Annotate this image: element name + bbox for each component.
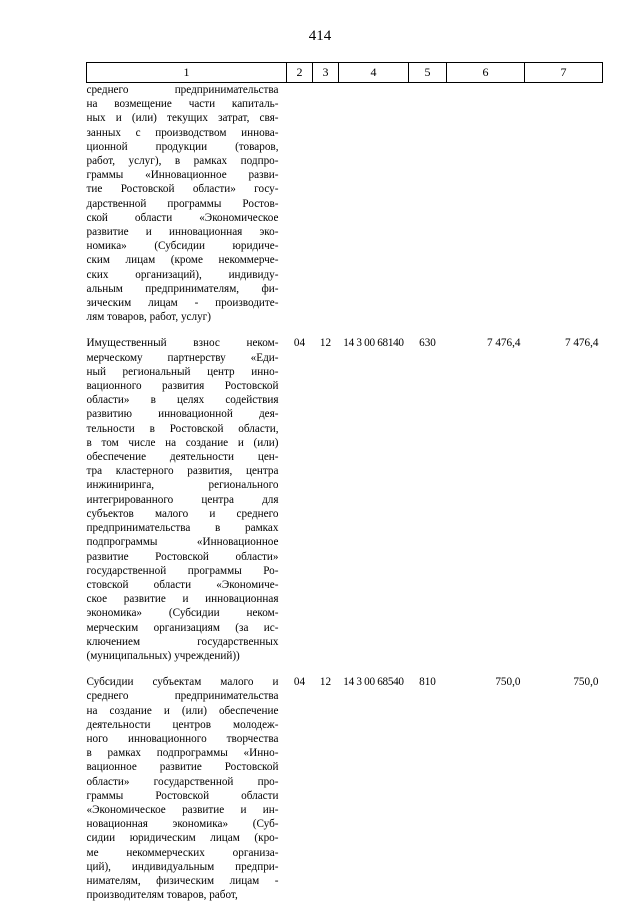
description-line: развитие Ростовской области» xyxy=(86,550,279,563)
amount-cell: 7 476,4 xyxy=(486,337,521,350)
description-line: граммы Ростовской области xyxy=(86,789,279,802)
section-code: 04 xyxy=(293,676,306,689)
column-header: 1 xyxy=(87,63,287,83)
description-line: новационная экономика» (Суб- xyxy=(86,818,279,831)
description-line: ским лицам (кроме некоммерче- xyxy=(86,254,279,267)
amount-total-cell: 7 476,4 xyxy=(564,337,599,350)
table-body xyxy=(87,83,603,903)
page-number: 414 xyxy=(308,28,332,44)
description-line: ме некоммерческих организа- xyxy=(86,846,279,859)
row-description xyxy=(87,336,287,663)
description-line: номика» (Субсидии юридиче- xyxy=(86,240,279,253)
target-article-code xyxy=(339,83,409,325)
description-line: зическим лицам - производите- xyxy=(86,297,279,310)
expense-type-code: 810 xyxy=(419,676,436,689)
description-line: стовской области «Экономиче- xyxy=(86,578,279,591)
description-line: ционной продукции (товаров, xyxy=(86,140,279,153)
description-line: вационное развитие Ростовской xyxy=(86,761,279,774)
description-line: области» в целях содействия xyxy=(86,394,279,407)
expense-type-code xyxy=(409,83,447,325)
description-line: развитие и инновационная эко- xyxy=(86,226,279,239)
table-row xyxy=(87,83,603,325)
description-line: предпринимательства в рамках xyxy=(86,522,279,535)
amount-cell: 750,0 xyxy=(495,676,521,689)
description-line: Имущественный взнос неком- xyxy=(86,337,279,350)
description-line: граммы «Инновационное разви- xyxy=(86,169,279,182)
description-line: производителям товаров, работ, xyxy=(86,889,238,902)
column-header: 6 xyxy=(447,63,525,83)
description-line: работ, услуг), в рамках подпро- xyxy=(86,155,279,168)
description-line: мерческим организациям (за ис- xyxy=(86,621,279,634)
subsection-code: 12 xyxy=(319,676,332,689)
section-code xyxy=(287,83,313,325)
description-line: области» государственной про- xyxy=(86,775,279,788)
column-header: 2 xyxy=(287,63,313,83)
description-line: «Экономическое развитие и ин- xyxy=(86,803,279,816)
row-spacer xyxy=(87,324,603,336)
budget-table xyxy=(86,62,603,902)
description-line: дарственной программы Ростов- xyxy=(86,197,279,210)
description-line: среднего предпринимательства xyxy=(86,690,279,703)
description-line: Субсидии субъектам малого и xyxy=(86,676,279,689)
description-line: ское развитие и инновационная xyxy=(86,593,279,606)
description-line: экономика» (Субсидии неком- xyxy=(86,607,279,620)
description-line: мерческому партнерству «Еди- xyxy=(86,351,279,364)
table-row xyxy=(87,336,603,663)
description-line: ключением государственных xyxy=(86,635,279,648)
row-description xyxy=(87,83,287,325)
description-line: лям товаров, работ, услуг) xyxy=(86,311,211,324)
section-code: 04 xyxy=(293,337,306,350)
description-line: на возмещение части капиталь- xyxy=(86,98,279,111)
column-header: 4 xyxy=(339,63,409,83)
description-line: деятельности центров молодеж- xyxy=(86,718,279,731)
description-line: на создание и (или) обеспечение xyxy=(86,704,279,717)
column-header: 5 xyxy=(409,63,447,83)
description-line: тельности в Ростовской области, xyxy=(86,422,279,435)
description-line: ный региональный центр инно- xyxy=(86,365,279,378)
description-line: тие Ростовской области» госу- xyxy=(86,183,279,196)
description-line: ций), индивидуальным предпри- xyxy=(86,860,279,873)
row-spacer xyxy=(87,663,603,675)
description-line: ской области «Экономическое xyxy=(86,211,279,224)
description-line: нимателям, физическим лицам - xyxy=(86,874,279,887)
subsection-code xyxy=(313,83,339,325)
table-row xyxy=(87,675,603,902)
expense-type-code: 630 xyxy=(419,337,436,350)
description-line: субъектов малого и среднего xyxy=(86,507,279,520)
description-line: инжиниринга, регионального xyxy=(86,479,279,492)
column-header: 7 xyxy=(525,63,603,83)
description-line: в том числе на создание и (или) xyxy=(86,436,279,449)
description-line: сидии юридическим лицам (кро- xyxy=(86,832,279,845)
description-line: обеспечение деятельности цен- xyxy=(86,451,279,464)
description-line: ного инновационного творчества xyxy=(86,732,279,745)
subsection-code: 12 xyxy=(319,337,332,350)
description-line: вационного развития Ростовской xyxy=(86,380,279,393)
description-line: подпрограммы «Инновационное xyxy=(86,536,279,549)
description-line: тра кластерного развития, центра xyxy=(86,465,279,478)
description-line: развитию инновационной дея- xyxy=(86,408,279,421)
target-article-code: 14 3 00 68540 xyxy=(343,676,404,689)
target-article-code: 14 3 00 68140 xyxy=(343,337,404,350)
amount-total-cell: 750,0 xyxy=(573,676,599,689)
description-line: государственной программы Ро- xyxy=(86,564,279,577)
description-line: интегрированного центра для xyxy=(86,493,279,506)
column-header: 3 xyxy=(313,63,339,83)
row-description xyxy=(87,675,287,902)
description-line: альным предпринимателям, фи- xyxy=(86,282,279,295)
description-line: среднего предпринимательства xyxy=(86,84,279,96)
description-line: ных и (или) текущих затрат, свя- xyxy=(86,112,279,125)
description-line: ских организаций), индивиду- xyxy=(86,268,279,281)
amount-total-cell xyxy=(525,83,603,325)
description-line: в рамках подпрограммы «Инно- xyxy=(86,747,279,760)
amount-cell xyxy=(447,83,525,325)
description-line: занных с производством иннова- xyxy=(86,126,279,139)
table-header-row xyxy=(87,63,603,83)
description-line: (муниципальных) учреждений)) xyxy=(86,649,240,662)
